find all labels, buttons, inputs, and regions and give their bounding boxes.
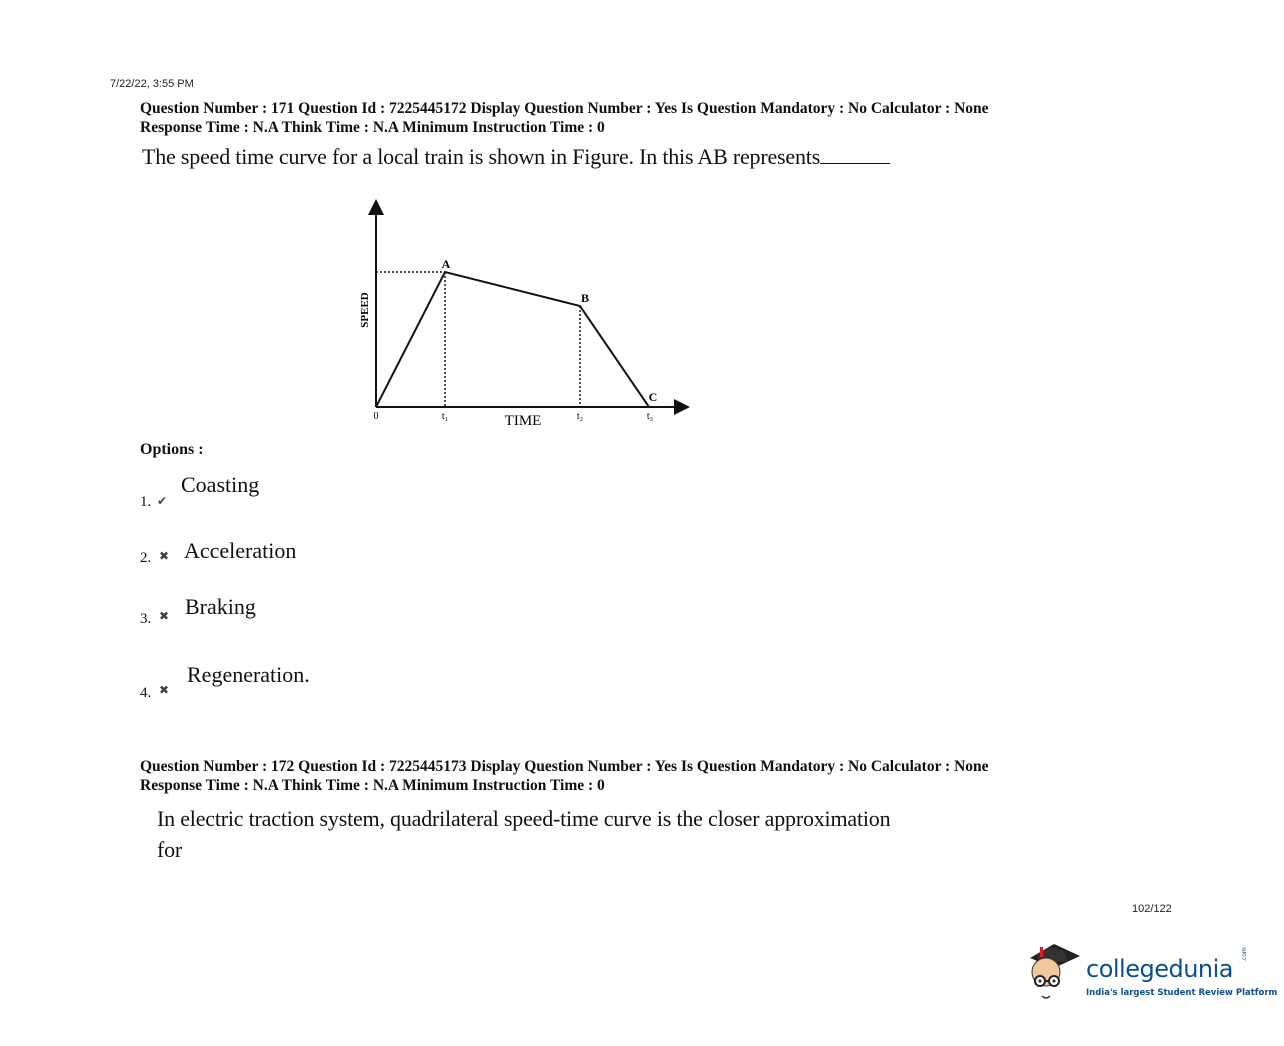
question-172-meta-line1: Question Number : 172 Question Id : 7225445173 Display Question Number : Yes Is Question Mandatory : No Calculator : None (140, 758, 989, 775)
option-4-text: Regeneration. (187, 662, 310, 687)
brand-suffix: .com (1241, 947, 1248, 962)
question-171-meta-line1: Question Number : 171 Question Id : 7225445172 Display Question Number : Yes Is Question Mandatory : No Calculator : None (140, 100, 989, 117)
page-number: 102/122 (1132, 903, 1172, 915)
tick-label-t2: t₂ (576, 411, 584, 422)
brand-tagline: India's largest Student Review Platform (1086, 988, 1278, 998)
question-172-text-line2: for (157, 837, 183, 862)
option-1-text: Coasting (181, 472, 260, 497)
speed-time-curve (376, 272, 649, 407)
answer-blank (820, 145, 890, 164)
option-3-number: 3. (140, 611, 152, 627)
brand-mascot-logo (1024, 938, 1084, 1004)
option-2-number: 2. (140, 550, 152, 566)
option-4-number: 4. (140, 685, 152, 701)
tick-label-t1: t₁ (441, 411, 449, 422)
point-label-b: B (580, 291, 590, 305)
origin-label: 0 (373, 411, 379, 422)
tick-label-t3: t₃ (646, 411, 654, 422)
question-171-text (142, 144, 890, 170)
question-172-text-line1: In electric traction system, quadrilateral speed-time curve is the closer approximation (157, 806, 891, 831)
y-axis-label: SPEED (359, 292, 371, 328)
option-3-text: Braking (185, 594, 256, 619)
print-timestamp: 7/22/22, 3:55 PM (110, 78, 194, 90)
option-2-text: Acceleration (184, 538, 297, 563)
speed-time-figure (340, 195, 700, 435)
point-label-c: C (648, 390, 658, 404)
check-icon: ✔ (157, 494, 168, 508)
brand-name: collegedunia (1086, 955, 1234, 983)
point-label-a: A (441, 257, 451, 271)
question-171-text-body: The speed time curve for a local train is shown in Figure. In this AB represents (142, 144, 821, 169)
option-1-number: 1. (140, 494, 152, 510)
cross-icon: ✖ (159, 683, 170, 697)
cross-icon: ✖ (159, 609, 170, 623)
options-label: Options : (140, 441, 204, 458)
cross-icon: ✖ (159, 549, 170, 563)
question-172-meta-line2: Response Time : N.A Think Time : N.A Minimum Instruction Time : 0 (140, 777, 605, 794)
question-171-meta-line2: Response Time : N.A Think Time : N.A Minimum Instruction Time : 0 (140, 119, 605, 136)
x-axis-label: TIME (504, 413, 542, 429)
